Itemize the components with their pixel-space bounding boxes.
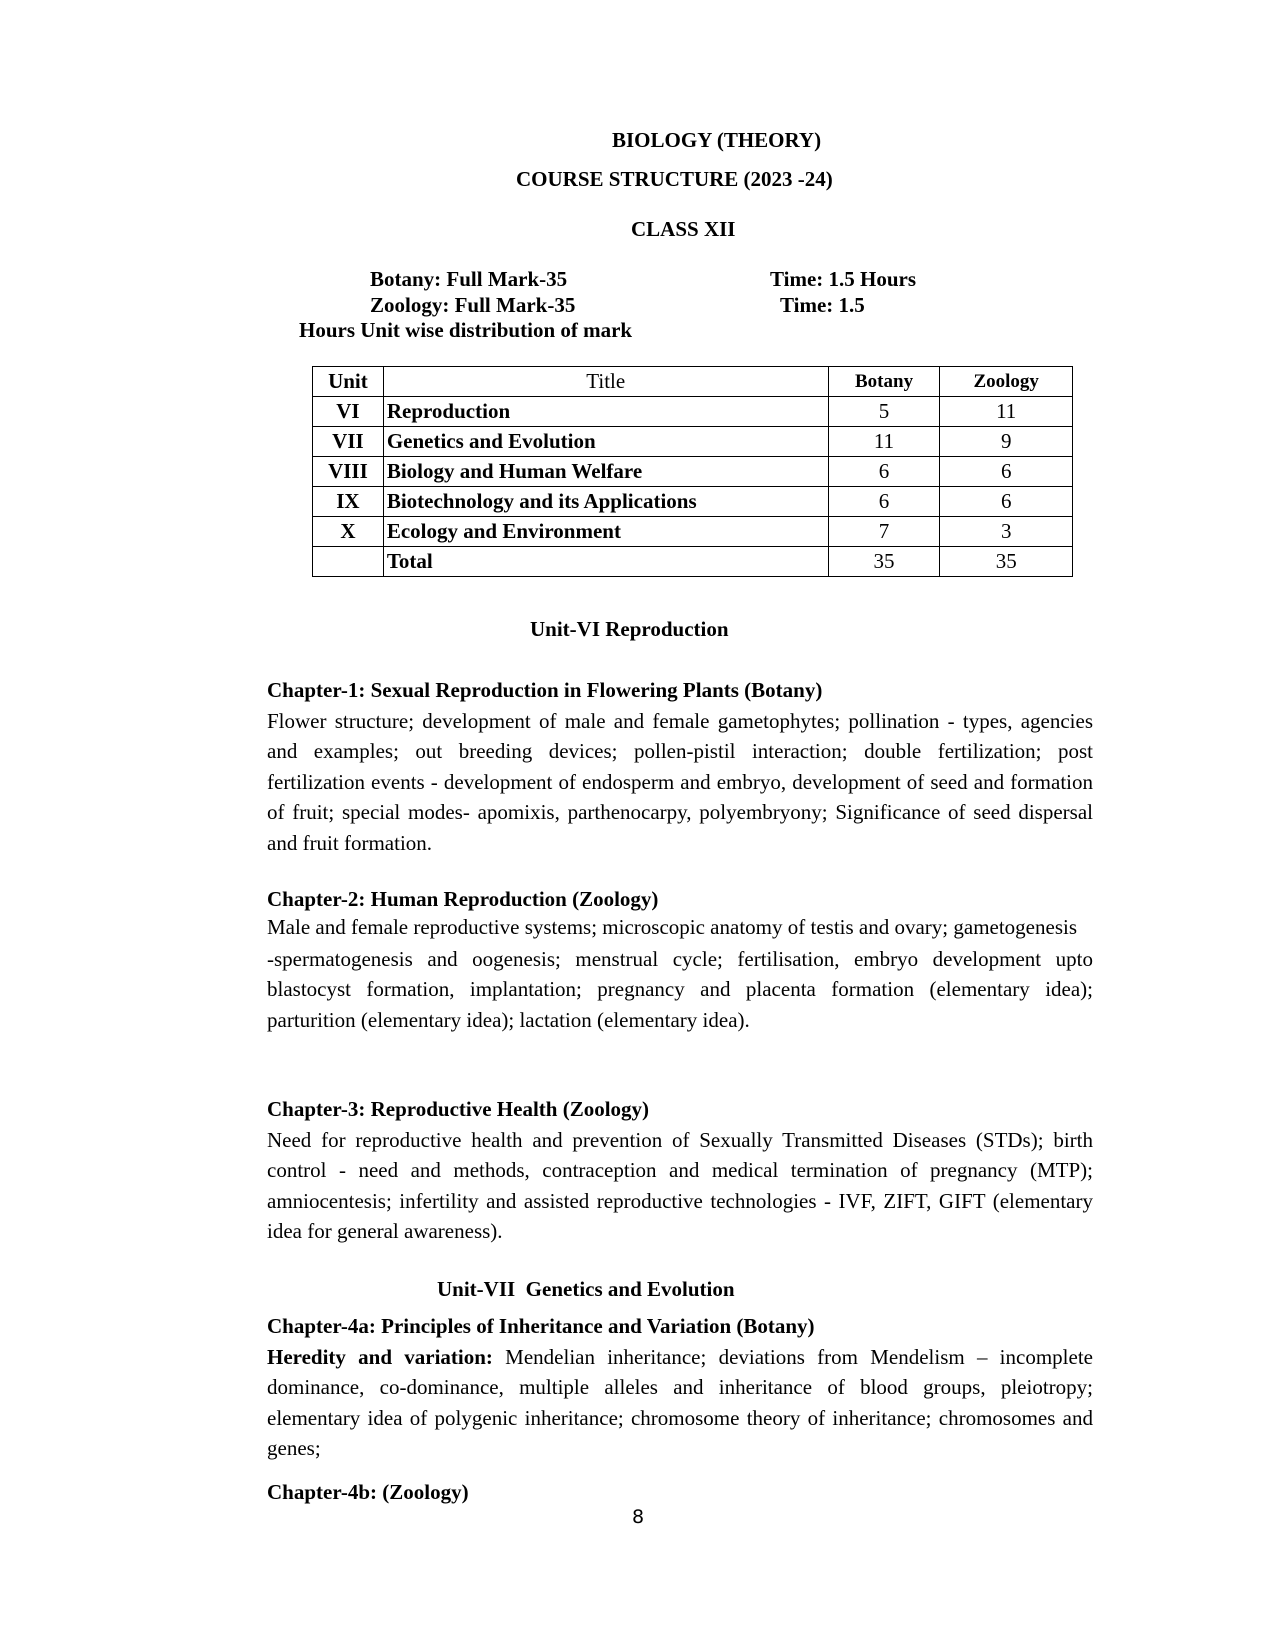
zoology-time: Time: 1.5 [780, 293, 865, 317]
unit-vii-heading: Unit-VII Genetics and Evolution [437, 1277, 735, 1301]
table-row [313, 547, 1073, 577]
unit-marks-table [312, 366, 1073, 577]
unit-cell: IX [313, 487, 384, 517]
title-cell: Genetics and Evolution [383, 427, 828, 457]
unit-cell: VII [313, 427, 384, 457]
zoology-cell: 6 [940, 487, 1073, 517]
botany-cell: 11 [828, 427, 940, 457]
table-row [313, 397, 1073, 427]
chapter-2-title: Chapter-2: Human Reproduction (Zoology) [267, 887, 659, 911]
unit-cell: X [313, 517, 384, 547]
header-zoology: Zoology [940, 367, 1073, 397]
chapter-3-title: Chapter-3: Reproductive Health (Zoology) [267, 1097, 650, 1121]
botany-time: Time: 1.5 Hours [770, 267, 917, 291]
title-cell: Biology and Human Welfare [383, 457, 828, 487]
zoology-cell: 6 [940, 457, 1073, 487]
chapter-4b-title: Chapter-4b: (Zoology) [267, 1480, 469, 1504]
chapter-2-body-1: Male and female reproductive systems; microscopic anatomy of testis and ovary; gametogenesis [267, 914, 1078, 939]
table-row [313, 517, 1073, 547]
header-botany: Botany [828, 367, 940, 397]
chapter-4a-section [267, 1311, 1093, 1464]
zoology-cell: 35 [940, 547, 1073, 577]
zoology-cell: 9 [940, 427, 1073, 457]
chapter-4a-text: Mendelian inheritance; deviations from Mendelism – incomplete dominance, co-dominance, multiple alleles and inheritance of blood groups, pleiotropy; elementary idea of polygenic inheritance; chromosome theory of inheritance; chromosomes and genes; [267, 1344, 1093, 1460]
page-number: 8 [632, 1506, 645, 1528]
chapter-4a-body [267, 1342, 1093, 1464]
botany-cell: 6 [828, 487, 940, 517]
title-cell: Reproduction [383, 397, 828, 427]
title-cell: Biotechnology and its Applications [383, 487, 828, 517]
unit-vi-heading: Unit-VI Reproduction [530, 617, 729, 641]
document-title: BIOLOGY (THEORY) [612, 128, 822, 152]
unit-cell [313, 547, 384, 577]
chapter-1-body: Flower structure; development of male and female gametophytes; pollination - types, agencies and examples; out breeding devices; pollen-pistil interaction; double fertilization; post fertilization events - development of endosperm and embryo, development of seed and formation of fruit; special modes- apomixis, parthenocarpy, polyembryony; Significance of seed dispersal and fruit formation. [267, 708, 1093, 855]
class-label: CLASS XII [631, 217, 736, 241]
zoology-cell: 3 [940, 517, 1073, 547]
chapter-4a-title: Chapter-4a: Principles of Inheritance and Variation (Botany) [267, 1314, 815, 1338]
table-row [313, 427, 1073, 457]
unit-cell: VI [313, 397, 384, 427]
chapter-2-section [267, 884, 1093, 1035]
botany-cell: 35 [828, 547, 940, 577]
zoology-mark: Zoology: Full Mark-35 [370, 293, 576, 317]
table-row [313, 487, 1073, 517]
distribution-label: Hours Unit wise distribution of mark [299, 318, 633, 342]
chapter-1-section [267, 675, 1093, 858]
botany-cell: 6 [828, 457, 940, 487]
title-cell: Ecology and Environment [383, 517, 828, 547]
chapter-2-body-2: -spermatogenesis and oogenesis; menstrual cycle; fertilisation, embryo development upto blastocyst formation, implantation; pregnancy and placenta formation (elementary idea); parturition (elementary idea); lactation (elementary idea). [267, 946, 1093, 1032]
botany-cell: 7 [828, 517, 940, 547]
heredity-lead: Heredity and variation: [267, 1344, 493, 1369]
unit-cell: VIII [313, 457, 384, 487]
chapter-3-body: Need for reproductive health and prevention of Sexually Transmitted Diseases (STDs); birth control - need and methods, contraception and medical termination of pregnancy (MTP); amniocentesis; infertility and assisted reproductive technologies - IVF, ZIFT, GIFT (elementary idea for general awareness). [267, 1127, 1093, 1243]
botany-mark: Botany: Full Mark-35 [370, 267, 568, 291]
chapter-3-section [267, 1094, 1093, 1247]
table-header-row [313, 367, 1073, 397]
header-title: Title [383, 367, 828, 397]
document-subtitle: COURSE STRUCTURE (2023 -24) [516, 167, 833, 191]
chapter-1-title: Chapter-1: Sexual Reproduction in Flowering Plants (Botany) [267, 678, 823, 702]
table-row [313, 457, 1073, 487]
header-unit: Unit [313, 367, 384, 397]
zoology-cell: 11 [940, 397, 1073, 427]
botany-cell: 5 [828, 397, 940, 427]
title-cell: Total [383, 547, 828, 577]
